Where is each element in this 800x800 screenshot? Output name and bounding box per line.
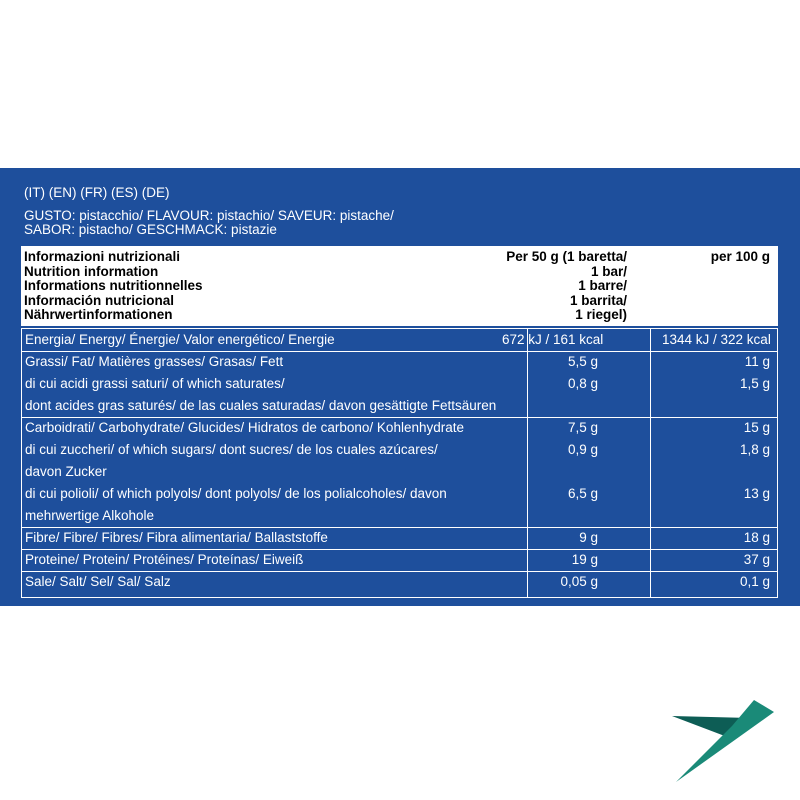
row-value-portion: 6,5 g xyxy=(567,486,598,501)
header-title-line: Nährwertinformationen xyxy=(24,307,173,323)
row-value-portion: 5,5 g xyxy=(567,354,598,369)
languages-line: (IT) (EN) (FR) (ES) (DE) xyxy=(24,185,170,200)
row-value-portion: 0,8 g xyxy=(567,376,598,391)
row-value-100: 13 g xyxy=(743,486,770,501)
header-per-portion xyxy=(491,250,627,323)
row-value-100: 1,5 g xyxy=(739,376,770,391)
header-title-line: Informazioni nutrizionali xyxy=(24,249,180,264)
row-value-100: 11 g xyxy=(744,354,770,369)
row-value-portion: 9 g xyxy=(579,530,598,545)
column-divider xyxy=(650,329,651,597)
row-label-carbohydrate: Carboidrati/ Carbohydrate/ Glucides/ Hidratos de carbono/ Kohlenhydrate xyxy=(25,420,464,435)
header-per-100: per 100 g xyxy=(710,249,770,264)
row-value-100: 18 g xyxy=(743,530,770,545)
row-label-saturates-cont: dont acides gras saturés/ de las cuales saturadas/ davon gesättigte Fettsäuren xyxy=(25,398,497,413)
row-value-portion: 19 g xyxy=(571,552,598,567)
row-label-sugars-cont: davon Zucker xyxy=(25,464,107,479)
row-value-portion: 7,5 g xyxy=(567,420,598,435)
row-label-energy: Energia/ Energy/ Énergie/ Valor energético/ Energie xyxy=(25,332,335,347)
row-label-saturates: di cui acidi grassi saturi/ of which saturates/ xyxy=(25,376,285,391)
row-label-fat: Grassi/ Fat/ Matières grasses/ Grasas/ Fett xyxy=(25,354,284,369)
flavour-line: SABOR: pistacho/ GESCHMACK: pistazie xyxy=(24,222,277,237)
row-label-protein: Proteine/ Protein/ Protéines/ Proteínas/ Eiweiß xyxy=(25,552,304,567)
flavour-text xyxy=(24,209,394,237)
flavour-line: GUSTO: pistacchio/ FLAVOUR: pistachio/ SAVEUR: pistache/ xyxy=(24,208,394,223)
row-label-sugars: di cui zuccheri/ of which sugars/ dont sucres/ de los cuales azúcares/ xyxy=(25,442,438,457)
header-title xyxy=(24,250,203,323)
header-portion-line: 1 barre/ xyxy=(578,278,627,294)
header-title-line: Informations nutritionnelles xyxy=(24,278,203,294)
row-value-portion: 0,9 g xyxy=(567,442,598,457)
row-value-100: 1,8 g xyxy=(739,442,770,457)
row-value-100: 15 g xyxy=(743,420,770,435)
row-label-fibre: Fibre/ Fibre/ Fibres/ Fibra alimentaria/ Ballaststoffe xyxy=(25,530,328,545)
row-label-polyols: di cui polioli/ of which polyols/ dont polyols/ de los polialcoholes/ davon xyxy=(25,486,447,501)
row-value-100: 37 g xyxy=(743,552,770,567)
header-title-line: Nutrition information xyxy=(24,263,159,279)
row-value-portion: 0,05 g xyxy=(560,574,598,589)
row-label-salt: Sale/ Salt/ Sel/ Sal/ Salz xyxy=(25,574,171,589)
row-value-portion: 672 kJ / 161 kcal xyxy=(502,332,604,347)
arrow-logo-icon xyxy=(672,694,777,784)
header-portion-line: Per 50 g (1 baretta/ xyxy=(506,249,627,264)
header-title-line: Información nutricional xyxy=(24,292,175,308)
row-label-polyols-cont: mehrwertige Alkohole xyxy=(25,508,155,523)
table-header xyxy=(21,246,778,326)
nutrition-table xyxy=(21,328,778,598)
header-portion-line: 1 barrita/ xyxy=(569,292,627,308)
row-value-100: 1344 kJ / 322 kcal xyxy=(662,332,771,347)
nutrition-panel xyxy=(0,168,800,606)
header-portion-line: 1 riegel) xyxy=(575,307,627,323)
header-portion-line: 1 bar/ xyxy=(590,263,627,279)
row-value-100: 0,1 g xyxy=(739,574,770,589)
